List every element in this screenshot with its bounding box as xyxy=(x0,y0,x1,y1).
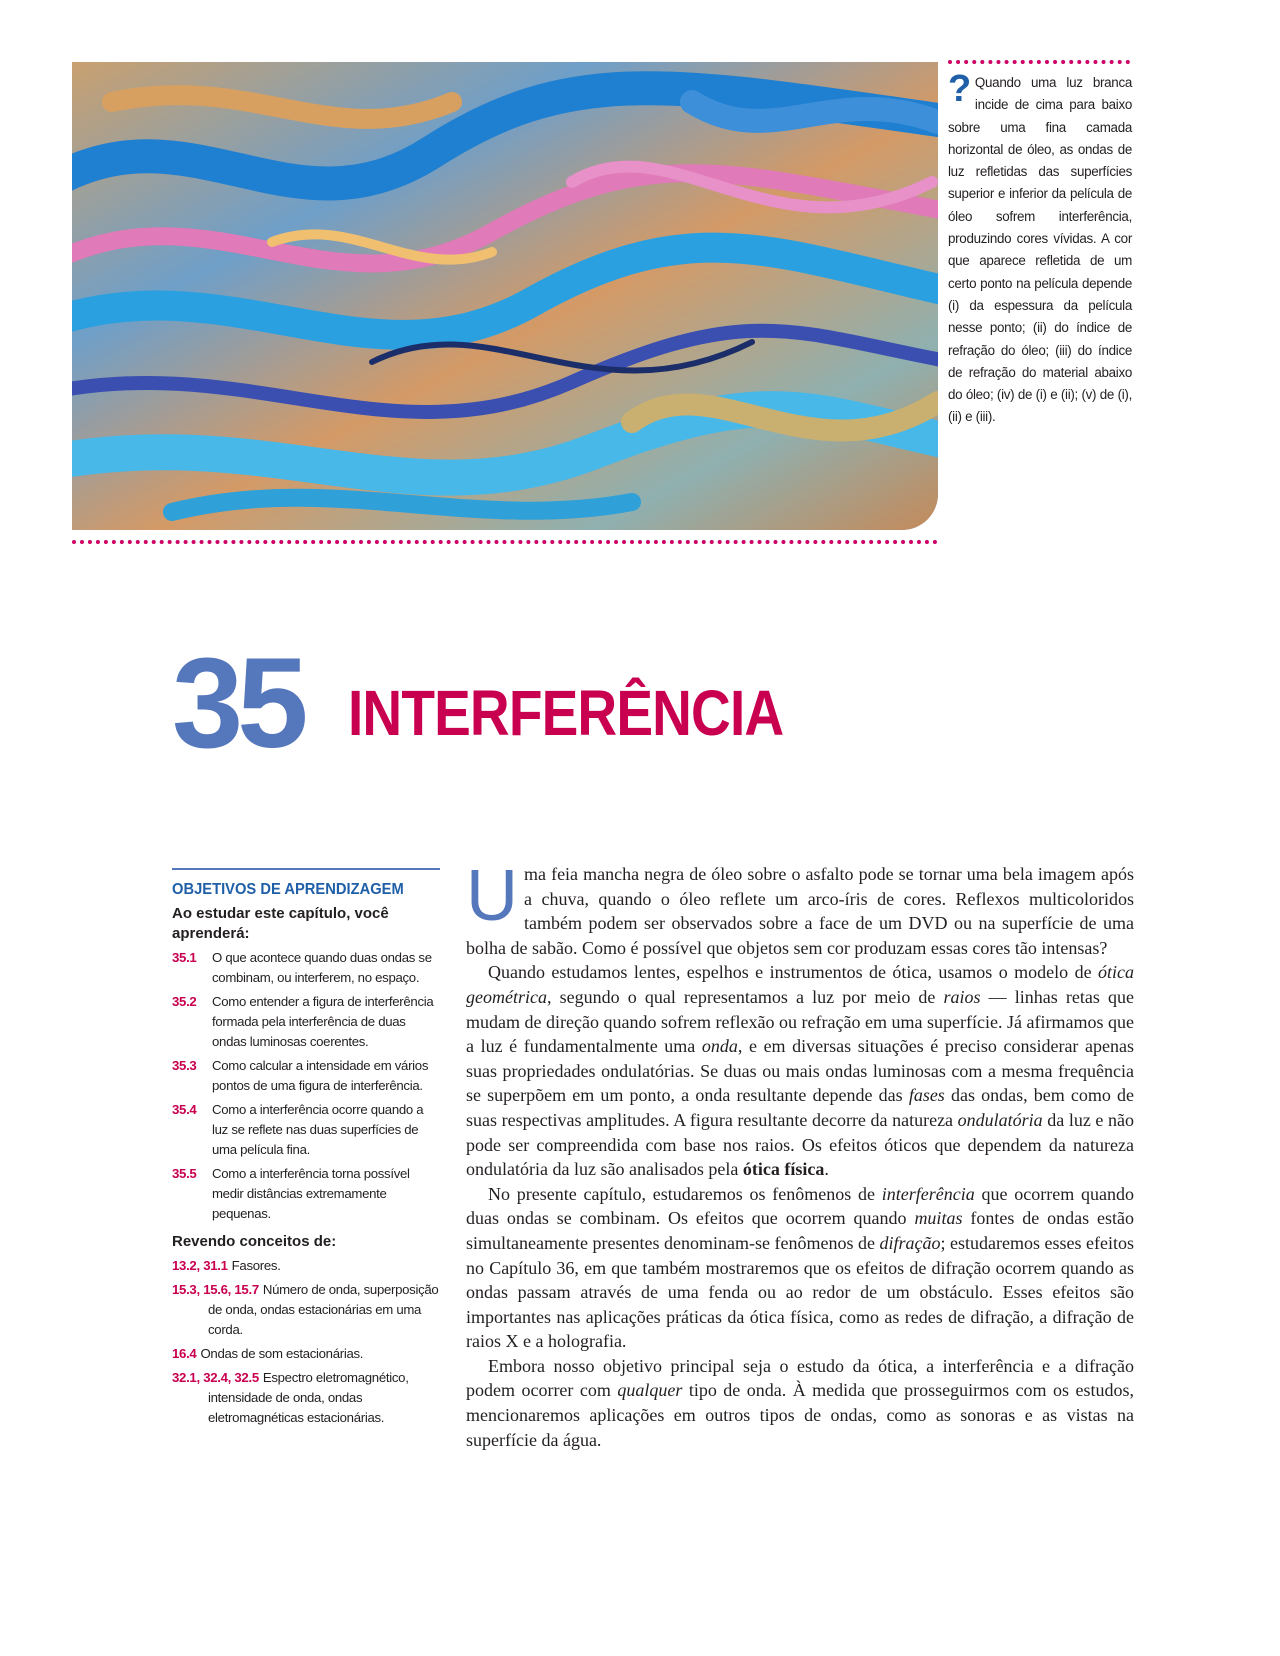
emphasis: raios xyxy=(943,986,981,1007)
objective-item xyxy=(172,1164,440,1224)
review-number: 15.3, 15.6, 15.7 xyxy=(172,1282,259,1297)
text-run: . xyxy=(824,1159,829,1180)
review-item xyxy=(172,1344,440,1364)
objective-item xyxy=(172,948,440,988)
objective-text: Como a interferência torna possível medir distâncias extremamente pequenas. xyxy=(212,1166,410,1221)
dotted-divider-top xyxy=(948,60,1130,64)
objectives-intro: Ao estudar este capítulo, você aprenderá: xyxy=(172,905,389,942)
review-item xyxy=(172,1368,440,1428)
review-text: Ondas de som estacionárias. xyxy=(200,1346,364,1361)
review-text: Espectro eletromagnético, intensidade de onda, ondas eletromagnéticas estacionárias. xyxy=(208,1370,409,1425)
question-mark-icon: ? xyxy=(948,68,971,110)
objective-item xyxy=(172,1056,440,1096)
chapter-body xyxy=(466,856,1134,1452)
text-run: , segundo o qual representamos a luz por meio de xyxy=(546,986,944,1007)
emphasis: ondulatória xyxy=(957,1109,1043,1130)
review-number: 32.1, 32.4, 32.5 xyxy=(172,1370,259,1385)
text-run: das ondas, bem como de suas respectivas amplitudes. A figura resultante decorre da natureza xyxy=(466,1085,1134,1130)
emphasis: interferência xyxy=(881,1183,975,1204)
emphasis: ótica geométrica xyxy=(466,962,1134,1007)
emphasis: onda xyxy=(701,1036,738,1057)
text-run: fontes de ondas estão simultaneamente presentes denominam-se fenômenos de xyxy=(466,1208,1134,1253)
objective-number: 35.5 xyxy=(172,1166,197,1181)
text-run: que ocorrem quando duas ondas se combinam. Os efeitos que ocorrem quando xyxy=(466,1183,1134,1229)
hero-photo xyxy=(72,62,938,530)
objective-number: 35.3 xyxy=(172,1058,197,1073)
objectives-rule xyxy=(172,868,440,870)
chapter-title: INTERFERÊNCIA xyxy=(348,677,784,749)
photo-caption xyxy=(948,68,1132,429)
text-run: Embora nosso objetivo principal seja o estudo da ótica, a interferência e a difração podem ocorrer com xyxy=(466,1355,1134,1401)
text-run: tipo de onda. À medida que prosseguirmos com os estudos, mencionaremos aplicações em outros tipos de ondas, como as sonoras e as vistas na superfície da água. xyxy=(466,1380,1134,1450)
objective-text: Como a interferência ocorre quando a luz se reflete nas duas superfícies de uma película fina. xyxy=(212,1102,424,1157)
review-number: 13.2, 31.1 xyxy=(172,1258,228,1273)
review-item xyxy=(172,1280,440,1340)
emphasis: qualquer xyxy=(617,1380,683,1401)
text-run: No presente capítulo, estudaremos os fenômenos de xyxy=(488,1183,882,1204)
emphasis: fases xyxy=(908,1085,945,1106)
text-run: da luz e não pode ser compreendida com base nos raios. Os efeitos óticos que dependem da natureza ondulatória da luz são analisados pela xyxy=(466,1109,1134,1180)
objective-text: O que acontece quando duas ondas se combinam, ou interferem, no espaço. xyxy=(212,950,432,985)
paragraph-4 xyxy=(466,1354,1134,1452)
review-text: Fasores. xyxy=(231,1258,281,1273)
emphasis: difração xyxy=(879,1232,941,1253)
paragraph-1 xyxy=(466,856,1134,960)
text-run: Quando estudamos lentes, espelhos e instrumentos de ótica, usamos o modelo de xyxy=(488,962,1098,983)
review-text: Número de onda, superposição de onda, ondas estacionárias em uma corda. xyxy=(208,1282,439,1337)
paragraph-2 xyxy=(466,960,1134,1181)
review-number: 16.4 xyxy=(172,1346,197,1361)
text-run: , e em diversas situações é preciso considerar apenas suas propriedades ondulatórias. Se duas ou mais ondas luminosas com a mesma frequência se superpõem em um ponto, a onda resultante depende das xyxy=(466,1036,1134,1106)
objective-item xyxy=(172,992,440,1052)
learning-objectives xyxy=(172,868,440,1428)
drop-cap: U xyxy=(466,856,518,936)
objective-number: 35.2 xyxy=(172,994,197,1009)
objective-number: 35.4 xyxy=(172,1102,197,1117)
review-heading: Revendo conceitos de: xyxy=(172,1233,337,1250)
dotted-divider-bottom xyxy=(72,540,938,544)
key-term: ótica física xyxy=(742,1159,825,1180)
review-item xyxy=(172,1256,440,1276)
paragraph-1-text: ma feia mancha negra de óleo sobre o asfalto pode se tornar uma bela imagem após a chuva, quando o óleo reflete um arco-íris de cores. Reflexos multicoloridos também podem ser observados sobre a face de um DVD ou na superfície de uma bolha de sabão. Como é possível que objetos sem cor produzam essas cores tão intensas? xyxy=(466,864,1134,958)
objective-number: 35.1 xyxy=(172,950,197,965)
text-run: — linhas retas que mudam de direção quando sofrem reflexão ou refração em uma superfície. Já afirmamos que a luz é fundamentalmente uma xyxy=(466,986,1134,1057)
caption-text: Quando uma luz branca incide de cima para baixo sobre uma fina camada horizontal de óleo, as ondas de luz refletidas das superfícies superior e inferior da película de óleo sofrem interferência, produzindo cores vívidas. A cor que aparece refletida de um certo ponto na película depende (i) da espessura da película nesse ponto; (ii) do índice de refração do óleo; (iii) do índice de refração do material abaixo do óleo; (iv) de (i) e (ii); (v) de (i), (ii) e (iii). xyxy=(948,75,1132,425)
objective-item xyxy=(172,1100,440,1160)
chapter-number: 35 xyxy=(172,632,303,775)
objective-text: Como calcular a intensidade em vários pontos de uma figura de interferência. xyxy=(212,1058,429,1093)
emphasis: muitas xyxy=(914,1208,963,1229)
objective-text: Como entender a figura de interferência formada pela interferência de duas ondas luminosas coerentes. xyxy=(212,994,434,1049)
paragraph-3 xyxy=(466,1182,1134,1354)
oil-film-image xyxy=(72,62,938,530)
text-run: ; estudaremos esses efeitos no Capítulo 36, em que também mostraremos que os efeitos de difração ocorrem quando as ondas passam através de uma fenda ou ao redor de um obstáculo. Esses efeitos são importantes nas aplicações práticas da ótica física, como as redes de difração, a difração de raios X e a holografia. xyxy=(466,1232,1134,1352)
objectives-heading: OBJETIVOS DE APRENDIZAGEM xyxy=(172,881,404,898)
